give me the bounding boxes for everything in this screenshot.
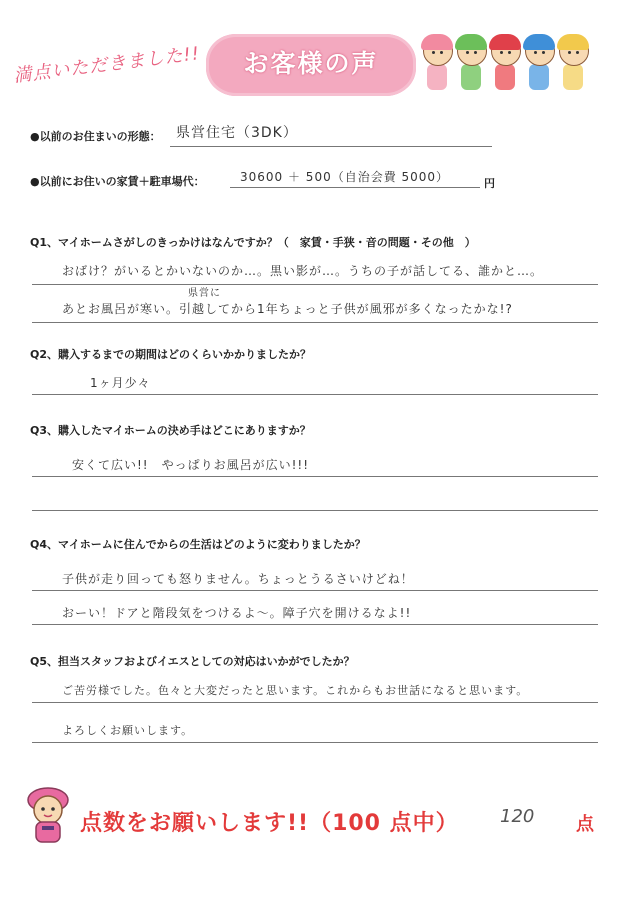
answer-line [32, 742, 598, 743]
subtitle: 満点いただきました!! [12, 43, 202, 87]
page-title: お客様の声 [243, 49, 379, 78]
question-4-answer-2: おーい！ドアと階段気をつけるよ〜。障子穴を開けるなよ!! [62, 606, 412, 620]
answer-line [32, 476, 598, 477]
answer-line [32, 624, 598, 625]
field-value-rent: 30600 ＋ 500（自治会費 5000） [240, 170, 450, 184]
mascot-character [454, 34, 488, 96]
score-unit: 点 [576, 814, 594, 835]
answer-line [32, 284, 598, 285]
question-5-answer-2: よろしくお願いします。 [62, 724, 194, 737]
answer-line [32, 702, 598, 703]
mascot-character [522, 34, 556, 96]
question-1-note: 県営に [188, 288, 221, 299]
mascot-character [420, 34, 454, 96]
mascot-character [488, 34, 522, 96]
mascot-footer [22, 786, 74, 846]
mascot-group [420, 34, 620, 102]
mascot-character [556, 34, 590, 96]
question-1-label: Q1、マイホームさがしのきっかけはなんですか？（ 家賃・手狭・音の問題・その他 ） [30, 236, 476, 249]
question-2-answer-1: 1ヶ月少々 [90, 376, 151, 390]
field-line [230, 187, 480, 188]
score-value: 120 [500, 806, 535, 827]
answer-line [32, 322, 598, 323]
answer-line [32, 394, 598, 395]
question-1-answer-2: あとお風呂が寒い。引越してから1年ちょっと子供が風邪が多くなったかな!? [62, 302, 513, 316]
question-5-answer-1: ご苦労様でした。色々と大変だったと思います。これからもお世話になると思います。 [62, 684, 529, 697]
field-label-housing: ●以前のお住まいの形態： [30, 130, 161, 143]
field-unit-rent: 円 [484, 177, 495, 190]
score-prompt: 点数をお願いします!!（100 点中） [80, 811, 459, 836]
question-3-label: Q3、購入したマイホームの決め手はどこにありますか？ [30, 424, 311, 437]
field-value-housing: 県営住宅（3DK） [176, 125, 298, 141]
answer-line [32, 510, 598, 511]
question-4-answer-1: 子供が走り回っても怒りません。ちょっとうるさいけどね！ [62, 572, 414, 586]
question-1-answer-1: おばけ？がいるとかいないのか…。黒い影が…。うちの子が話してる、誰かと…。 [62, 264, 544, 278]
field-label-rent: ●以前にお住いの家賃＋駐車場代： [30, 175, 205, 188]
question-4-label: Q4、マイホームに住んでからの生活はどのように変わりましたか？ [30, 538, 366, 551]
question-5-label: Q5、担当スタッフおよびイエスとしての対応はいかがでしたか？ [30, 655, 355, 668]
answer-line [32, 590, 598, 591]
question-3-answer-1: 安くて広い!! やっぱりお風呂が広い!!! [72, 458, 310, 472]
field-line [170, 146, 492, 147]
question-2-label: Q2、購入するまでの期間はどのくらいかかりましたか？ [30, 348, 312, 361]
